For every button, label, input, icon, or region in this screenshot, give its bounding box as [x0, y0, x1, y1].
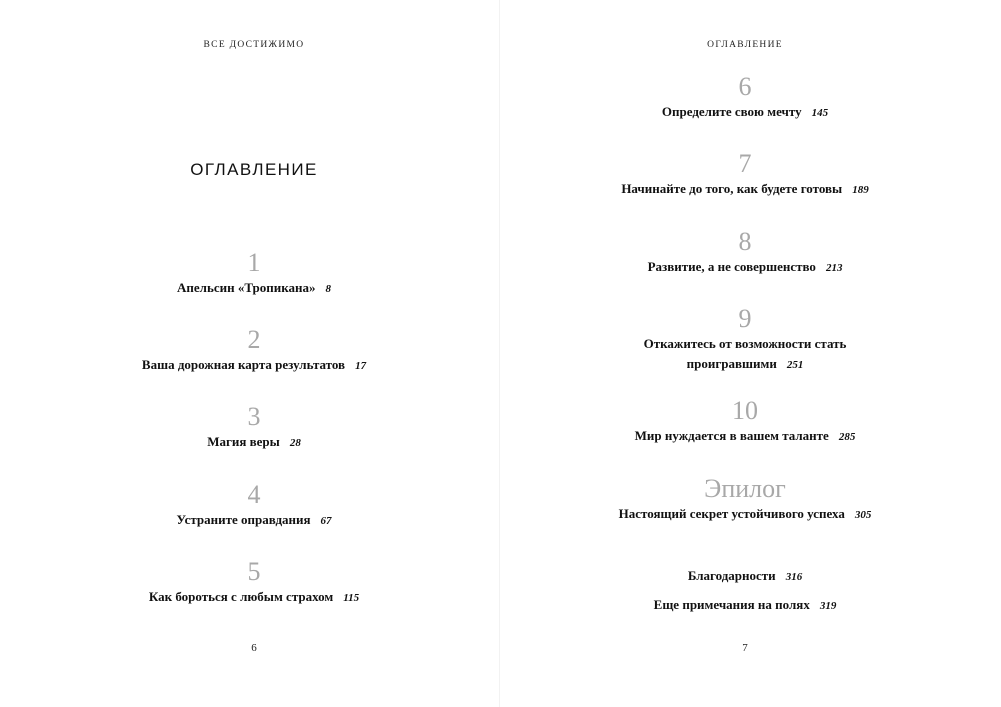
toc-entry-1[interactable]: [0, 248, 508, 298]
toc-entry-3[interactable]: [0, 402, 508, 452]
chapter-number: 1: [247, 248, 261, 277]
page-number: 316: [785, 571, 803, 583]
chapter-title: Как бороться с любым страхом: [148, 589, 334, 604]
page-number: 17: [355, 360, 367, 372]
toc-entry-10[interactable]: [500, 396, 990, 446]
toc-entry-6[interactable]: [500, 72, 990, 122]
toc-entry-8[interactable]: [500, 227, 990, 277]
page-number: 67: [320, 515, 332, 527]
page-number: 189: [852, 184, 869, 196]
toc-entry-9[interactable]: [500, 304, 990, 374]
chapter-title: Начинайте до того, как будете готовы: [621, 181, 843, 196]
chapter-number: 10: [732, 396, 758, 425]
chapter-title-line-1: Откажитесь от возможности стать: [643, 336, 847, 351]
page-title: ОГЛАВЛЕНИЕ: [190, 160, 318, 179]
chapter-title: Ваша дорожная карта результатов: [141, 357, 346, 372]
chapter-title: Мир нуждается в вашем таланте: [634, 428, 829, 443]
chapter-number: 5: [247, 557, 261, 586]
chapter-number: Эпилог: [704, 474, 786, 503]
chapter-number: 6: [738, 72, 752, 101]
chapter-number: 9: [738, 304, 752, 333]
page-number: 319: [819, 600, 837, 612]
toc-entry-5[interactable]: [0, 557, 508, 607]
chapter-number: 2: [247, 325, 261, 354]
running-head: ОГЛАВЛЕНИЕ: [707, 40, 783, 50]
page-number: 251: [786, 359, 804, 371]
page-number: 285: [838, 431, 856, 443]
toc-entry-epilogue[interactable]: [500, 474, 990, 524]
right-page: [500, 0, 1001, 707]
toc-entry-acknowledgements[interactable]: [500, 566, 990, 586]
page-number: 115: [343, 592, 360, 604]
left-page: [0, 0, 500, 707]
page-number: 305: [854, 509, 872, 521]
chapter-title: Устраните оправдания: [176, 512, 311, 527]
chapter-number: 4: [247, 480, 261, 509]
toc-entry-7[interactable]: [500, 149, 990, 199]
toc-entry-2[interactable]: [0, 325, 508, 375]
running-head: ВСЕ ДОСТИЖИМО: [203, 40, 305, 50]
page-folio: 7: [742, 642, 748, 654]
chapter-title: Апельсин «Тропикана»: [177, 280, 316, 295]
chapter-title: Развитие, а не совершенство: [647, 259, 816, 274]
page-number: 28: [289, 437, 301, 449]
page-number: 145: [811, 107, 829, 119]
page-number: 8: [325, 283, 331, 295]
page-folio: 6: [251, 642, 257, 654]
toc-entry-4[interactable]: [0, 480, 508, 530]
chapter-title: Определите свою мечту: [661, 104, 802, 119]
chapter-title: Магия веры: [207, 434, 280, 449]
chapter-number: 3: [247, 402, 261, 431]
chapter-number: 8: [738, 227, 752, 256]
chapter-number: 7: [738, 149, 752, 178]
chapter-title-line-2: проигравшими: [686, 356, 777, 371]
back-matter-title: Еще примечания на полях: [653, 597, 810, 612]
chapter-title: Настоящий секрет устойчивого успеха: [618, 506, 845, 521]
toc-entry-notes[interactable]: [500, 595, 990, 615]
back-matter-title: Благодарности: [687, 568, 776, 583]
page-number: 213: [825, 262, 843, 274]
